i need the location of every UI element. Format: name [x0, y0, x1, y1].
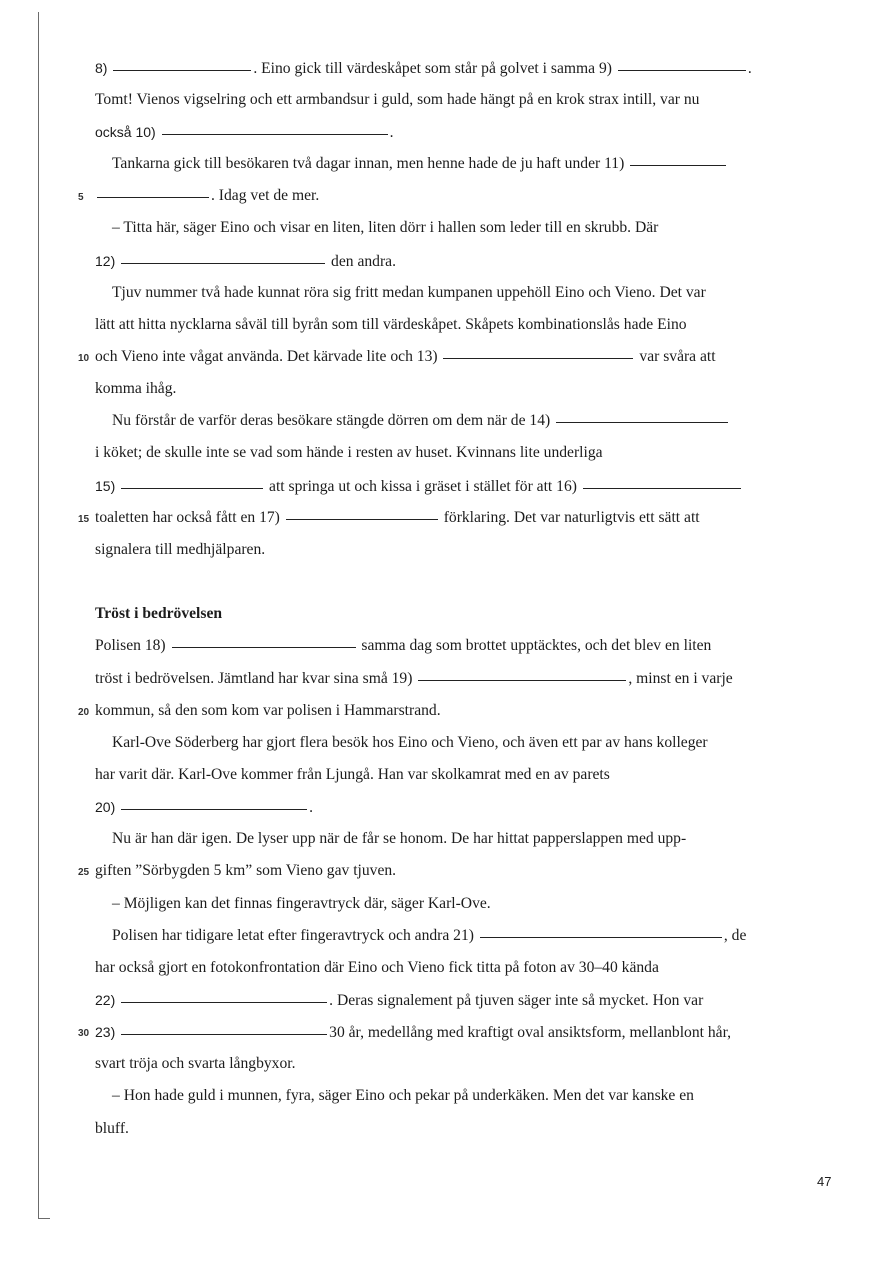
text-line: 8) . Eino gick till värdeskåpet som står på golvet i samma 9) . [95, 60, 752, 77]
blank-number-23: 23) [95, 1024, 116, 1040]
text-line: Polisen 18) samma dag som brottet upptäcktes, och det blev en liten [95, 637, 712, 654]
answer-blank-11[interactable] [630, 164, 726, 166]
text-line: 12) den andra. [95, 253, 396, 270]
text-line: 20) . [95, 799, 314, 816]
text-line: Nu förstår de varför deras besökare stängde dörren om dem när de 14) [112, 411, 730, 431]
text-line: Polisen har tidigare letat efter fingeravtryck och andra 21) , de [112, 927, 747, 944]
answer-blank-10[interactable] [162, 133, 388, 135]
text-line: har också gjort en fotokonfrontation där Eino och Vieno fick titta på foton av 30–40 kända [95, 959, 659, 976]
section-heading: Tröst i bedrövelsen [95, 605, 223, 622]
page-number: 47 [817, 1174, 832, 1189]
answer-blank-22[interactable] [121, 1001, 327, 1003]
answer-blank-8[interactable] [113, 69, 251, 71]
text-line: tröst i bedrövelsen. Jämtland har kvar sina små 19) , minst en i varje [95, 670, 733, 687]
text-line: Karl-Ove Söderberg har gjort flera besök hos Eino och Vieno, och även ett par av hans kolleger [112, 734, 708, 751]
text-line: giften ”Sörbygden 5 km” som Vieno gav tjuven. [95, 862, 397, 879]
answer-blank-16[interactable] [583, 487, 741, 489]
line-number: 15 [78, 514, 90, 525]
line-number: 25 [78, 867, 90, 878]
line-number: 30 [78, 1028, 90, 1039]
text-line: och Vieno inte vågat använda. Det kärvade lite och 13) var svåra att [95, 348, 716, 365]
text-line: signalera till medhjälparen. [95, 541, 266, 558]
text-line: toaletten har också fått en 17) förklaring. Det var naturligtvis ett sätt att [95, 509, 700, 526]
line-number: 10 [78, 353, 90, 364]
text-line: Tjuv nummer två hade kunnat röra sig fritt medan kumpanen uppehöll Eino och Vieno. Det var [112, 284, 706, 301]
text-line: – Titta här, säger Eino och visar en liten, liten dörr i hallen som leder till en skrubb. Där [112, 219, 659, 236]
blank-number-12: 12) [95, 253, 116, 269]
text-line: 22) . Deras signalement på tjuven säger inte så mycket. Hon var [95, 992, 704, 1009]
text-line: svart tröja och svarta långbyxor. [95, 1055, 296, 1072]
line-number: 5 [78, 192, 84, 203]
answer-blank-12[interactable] [121, 262, 325, 264]
answer-blank-19[interactable] [418, 679, 626, 681]
page-binding-foot [38, 1218, 50, 1219]
answer-blank-17[interactable] [286, 518, 438, 520]
text-line: – Hon hade guld i munnen, fyra, säger Eino och pekar på underkäken. Men det var kanske en [112, 1087, 694, 1104]
answer-blank-15[interactable] [121, 487, 263, 489]
blank-number-20: 20) [95, 799, 116, 815]
text-line: komma ihåg. [95, 380, 177, 397]
answer-blank-18[interactable] [172, 646, 356, 648]
text-line: har varit där. Karl-Ove kommer från Ljungå. Han var skolkamrat med en av parets [95, 766, 610, 783]
blank-number-8: 8) [95, 60, 108, 76]
text-line: Tomt! Vienos vigselring och ett armbandsur i guld, som hade hängt på en krok strax intill, var nu [95, 91, 700, 108]
text-line: också 10) . [95, 124, 394, 141]
answer-blank-9[interactable] [618, 69, 746, 71]
answer-blank-13[interactable] [443, 357, 633, 359]
text-line: kommun, så den som kom var polisen i Hammarstrand. [95, 702, 441, 719]
text-line: – Möjligen kan det finnas fingeravtryck där, säger Karl-Ove. [112, 895, 491, 912]
answer-blank-11-cont[interactable] [97, 196, 209, 198]
text-line: lätt att hitta nycklarna såväl till byrån som till värdeskåpet. Skåpets kombinationslås hade Eino [95, 316, 687, 333]
blank-number-22: 22) [95, 992, 116, 1008]
text-line: Nu är han där igen. De lyser upp när de får se honom. De har hittat papperslappen med upp- [112, 830, 687, 847]
answer-blank-21[interactable] [480, 936, 722, 938]
text-line: . Idag vet de mer. [95, 186, 319, 206]
blank-number-15: 15) [95, 478, 116, 494]
answer-blank-23[interactable] [121, 1033, 327, 1035]
answer-blank-20[interactable] [121, 808, 307, 810]
text-line: 15) att springa ut och kissa i gräset i stället för att 16) [95, 476, 743, 497]
text-line: bluff. [95, 1120, 129, 1137]
text-line: Tankarna gick till besökaren två dagar innan, men henne hade de ju haft under 11) [112, 154, 728, 174]
line-number: 20 [78, 707, 90, 718]
answer-blank-14[interactable] [556, 421, 728, 423]
text-line: i köket; de skulle inte se vad som hände i resten av huset. Kvinnans lite underliga [95, 444, 603, 461]
blank-number-10: också 10) [95, 124, 156, 140]
text-line: 23) 30 år, medellång med kraftigt oval ansiktsform, mellanblont hår, [95, 1024, 732, 1041]
page-binding-line [38, 12, 39, 1218]
